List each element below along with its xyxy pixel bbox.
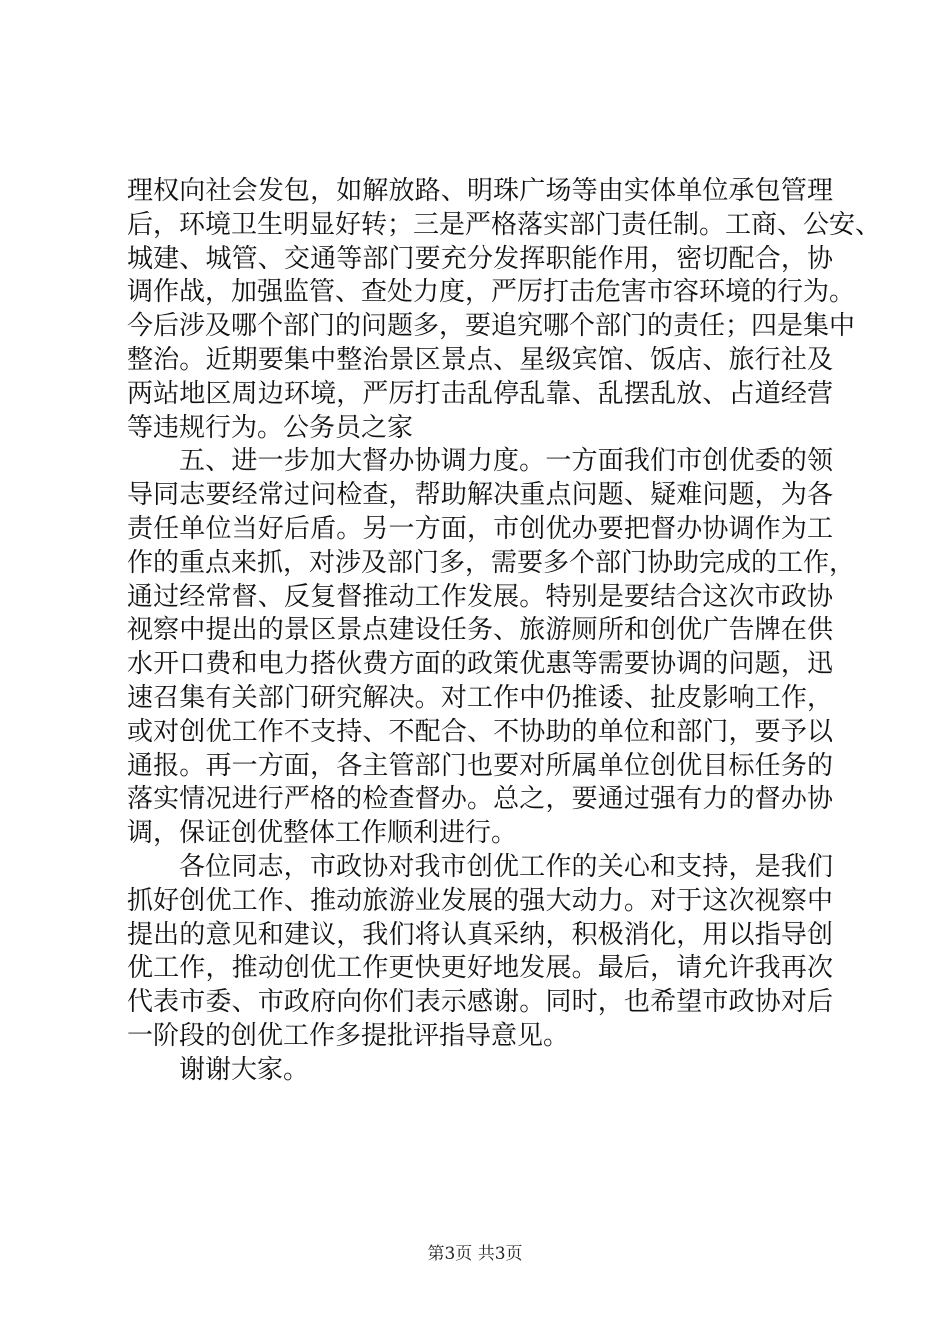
text-line: 等违规行为。公务员之家 xyxy=(127,412,414,443)
text-line: 两站地区周边环境，严厉打击乱停乱靠、乱摆乱放、占道经营 xyxy=(127,378,833,409)
paragraph-start-line: 五、进一步加大督办协调力度。一方面我们市创优委的领 xyxy=(179,446,833,477)
text-line: 理权向社会发包，如解放路、明珠广场等由实体单位承包管理 xyxy=(127,176,833,206)
text-line: 今后涉及哪个部门的问题多，要追究哪个部门的责任；四是集中 xyxy=(127,311,856,342)
text-line: 优工作，推动创优工作更快更好地发展。最后，请允许我再次 xyxy=(127,953,833,984)
text-line: 通报。再一方面，各主管部门也要对所属单位创优目标任务的 xyxy=(127,750,833,781)
text-line: 提出的意见和建议，我们将认真采纳，积极消化，用以指导创 xyxy=(127,919,833,950)
document-body xyxy=(127,175,882,1088)
text-line: 速召集有关部门研究解决。对工作中仍推诿、扯皮影响工作， xyxy=(127,682,833,713)
text-line: 一阶段的创优工作多提批评指导意见。 xyxy=(127,1020,570,1051)
closing-line: 谢谢大家。 xyxy=(179,1054,310,1085)
text-line: 通过经常督、反复督推动工作发展。特别是要结合这次市政协 xyxy=(127,581,833,612)
text-line: 导同志要经常过问检查，帮助解决重点问题、疑难问题，为各 xyxy=(127,480,833,511)
text-line: 抓好创优工作、推动旅游业发展的强大动力。对于这次视察中 xyxy=(127,885,833,916)
text-line: 后，环境卫生明显好转；三是严格落实部门责任制。工商、公安、 xyxy=(127,209,882,240)
page-number-footer: 第3页 共3页 xyxy=(427,1244,523,1264)
text-line: 整治。近期要集中整治景区景点、星级宾馆、饭店、旅行社及 xyxy=(127,344,833,375)
text-line: 落实情况进行严格的检查督办。总之，要通过强有力的督办协 xyxy=(127,784,833,815)
text-line: 调作战，加强监管、查处力度，严厉打击危害市容环境的行为。 xyxy=(127,277,856,308)
text-line: 城建、城管、交通等部门要充分发挥职能作用，密切配合，协 xyxy=(127,243,833,274)
text-line: 视察中提出的景区景点建设任务、旅游厕所和创优广告牌在供 xyxy=(127,615,833,646)
text-line: 代表市委、市政府向你们表示感谢。同时，也希望市政协对后 xyxy=(127,987,833,1018)
text-line: 水开口费和电力搭伙费方面的政策优惠等需要协调的问题，迅 xyxy=(127,649,833,680)
text-line: 作的重点来抓，对涉及部门多，需要多个部门协助完成的工作， xyxy=(127,547,856,578)
text-line: 调，保证创优整体工作顺利进行。 xyxy=(127,818,518,849)
paragraph-start-line: 各位同志，市政协对我市创优工作的关心和支持，是我们 xyxy=(179,851,833,882)
text-line: 或对创优工作不支持、不配合、不协助的单位和部门，要予以 xyxy=(127,716,833,747)
text-line: 责任单位当好后盾。另一方面，市创优办要把督办协调作为工 xyxy=(127,513,833,544)
